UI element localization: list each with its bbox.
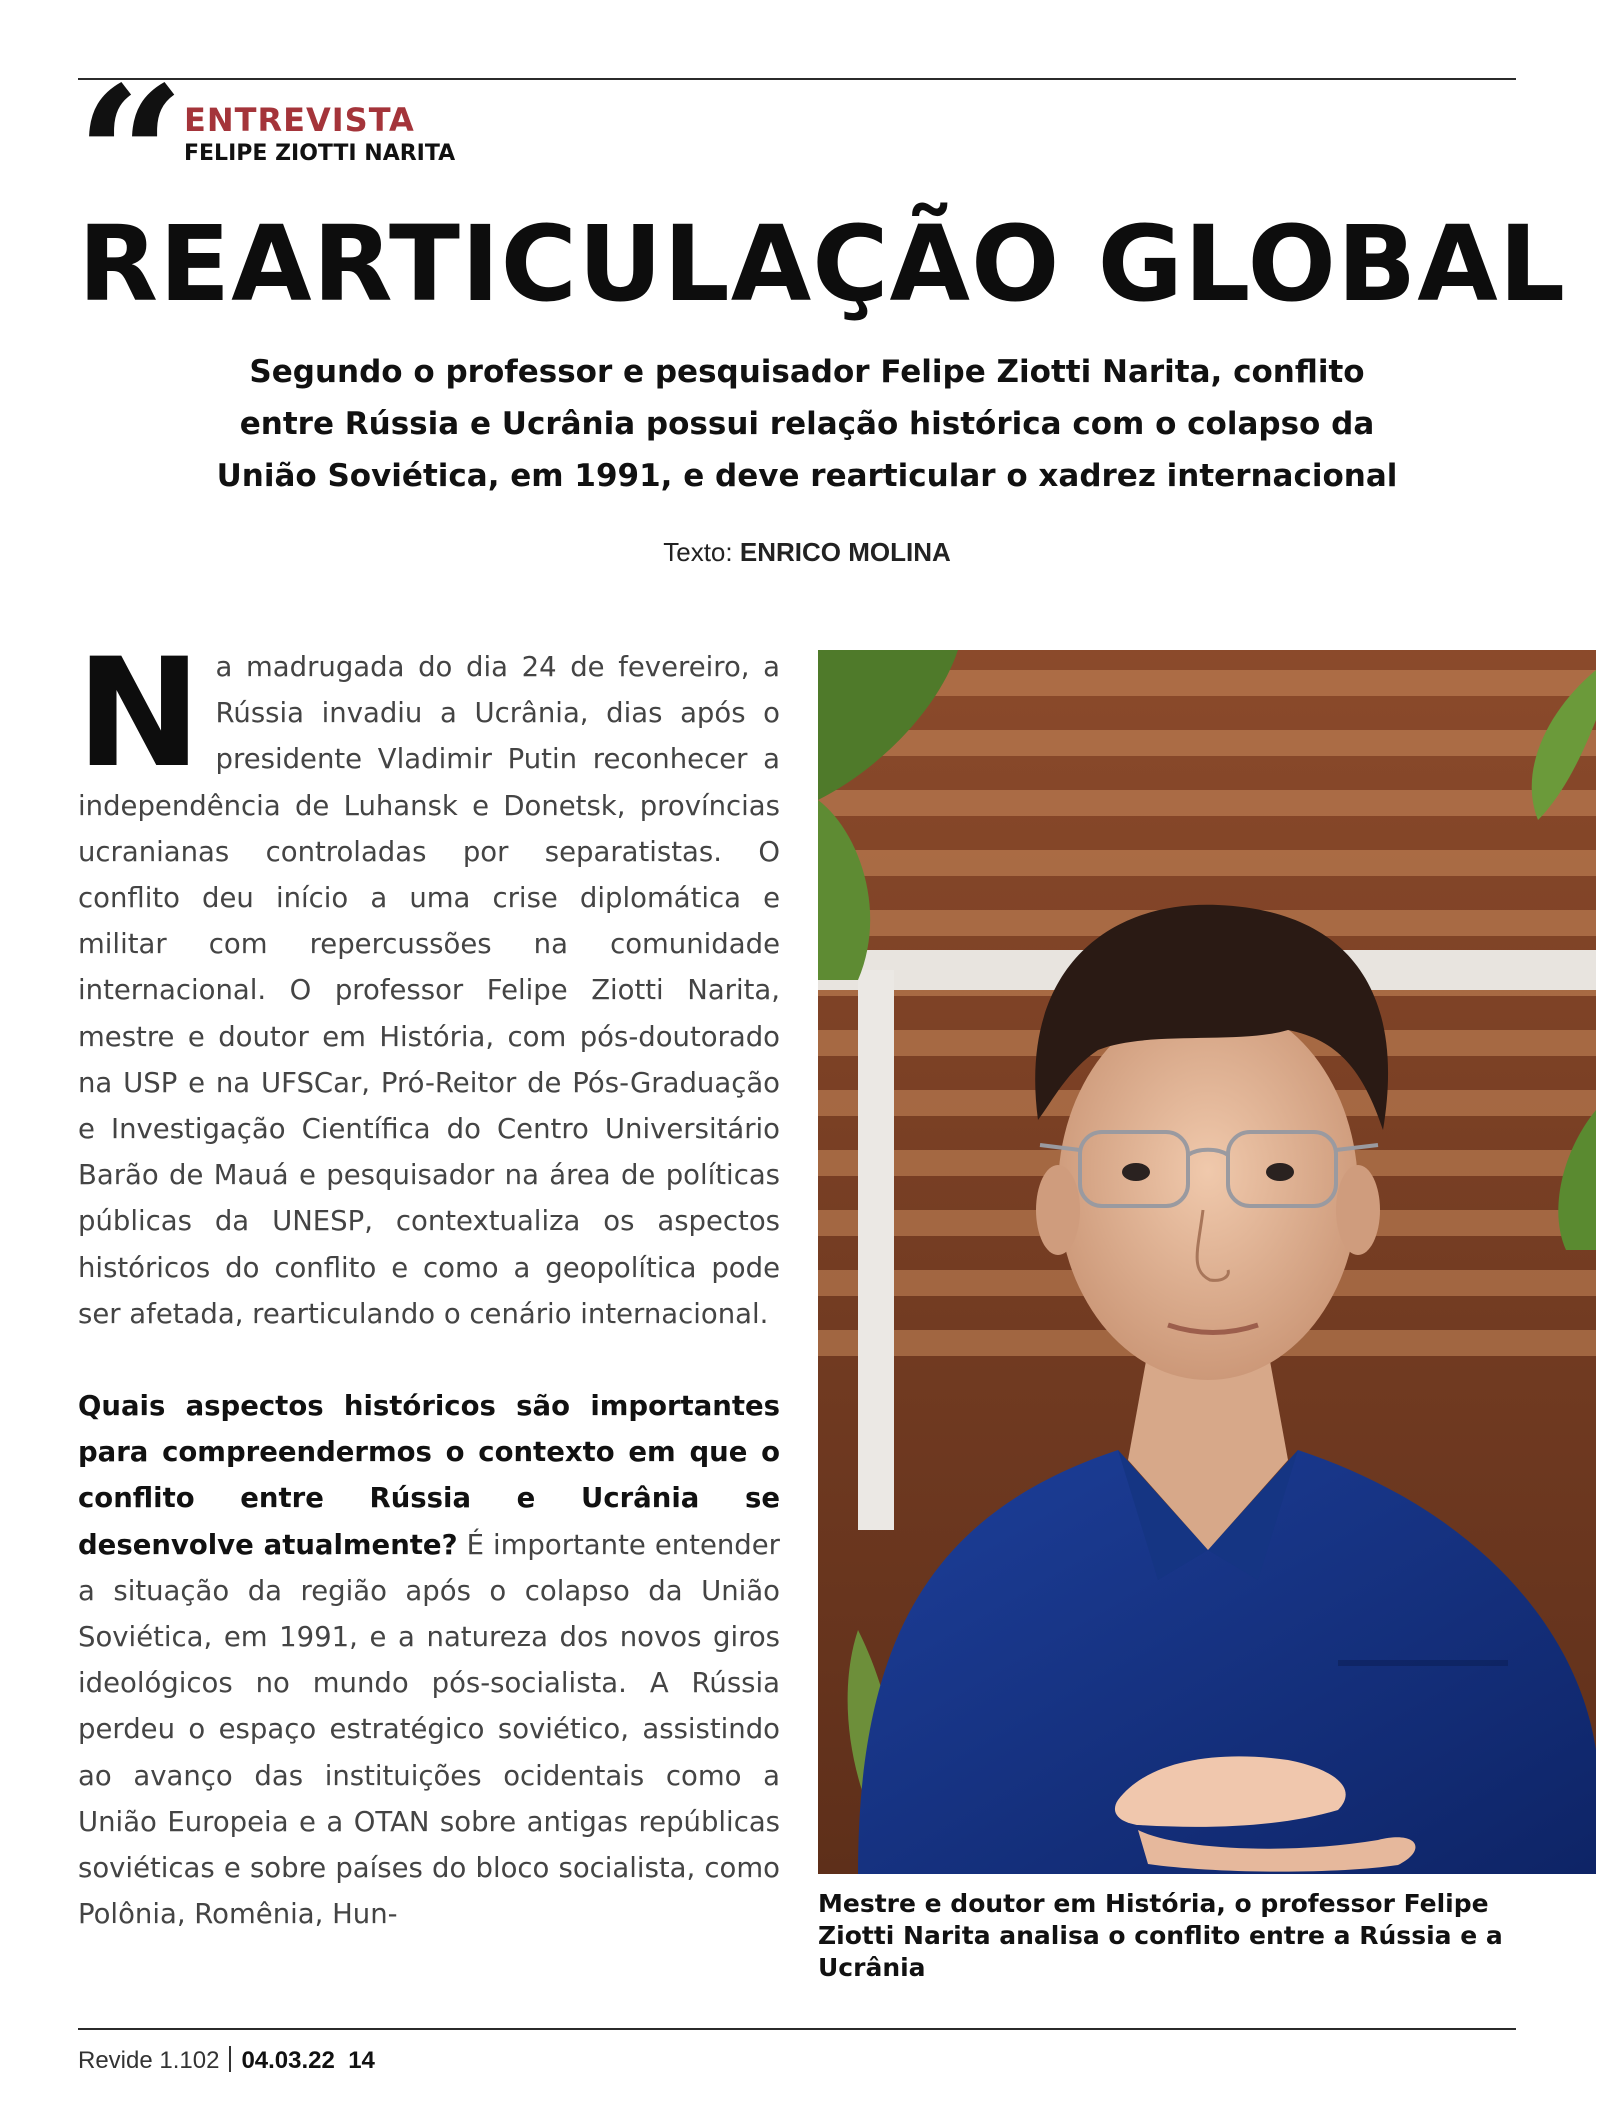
byline [400, 536, 1214, 568]
bottom-rule [78, 2028, 1516, 2030]
publication-name: Revide 1.102 [78, 2047, 220, 2074]
page-number: 14 [348, 2047, 375, 2074]
drop-cap: N [76, 627, 202, 801]
issue-date: 04.03.22 [241, 2047, 335, 2074]
quote-mark-icon: “ [76, 45, 186, 268]
intro-paragraph [76, 627, 780, 1337]
intro-text: a madrugada do dia 24 de fevereiro, a Rússia invadiu a Ucrânia, dias após o presidente Vladimir Putin reconhecer a independência de Luhansk e Donetsk, províncias ucranianas controladas por separatistas. O conflito deu início a uma crise diplomática e militar com repercussões na comunidade internacional. O professor Felipe Ziotti Narita, mestre e doutor em História, com pós-doutorado na USP e na UFSCar, Pró-Reitor de Pós-Graduação e Investigação Científica do Centro Universitário Barão de Mauá e pesquisador na área de políticas públicas da UNESP, contextualiza os aspectos históricos do conflito e como a geopolítica pode ser afetada, rearticulando o cenário internacional. [78, 651, 780, 1330]
portrait-photo [818, 650, 1596, 1874]
footer-divider [229, 2046, 231, 2072]
interview-subject: FELIPE ZIOTTI NARITA [184, 141, 456, 166]
byline-label: Texto: [663, 537, 733, 567]
qa-paragraph [78, 1383, 780, 1937]
deck: Segundo o professor e pesquisador Felipe Ziotti Narita, conflito entre Rússia e Ucrânia possui relação histórica com o colapso da União Soviética, em 1991, e deve rearticular o xadrez internacional [216, 354, 1398, 494]
interview-answer: É importante entender a situação da região após o colapso da União Soviética, em 1991, e a natureza dos novos giros ideológicos no mundo pós-socialista. A Rússia perdeu o espaço estratégico soviético, assistindo ao avanço das instituições ocidentais como a União Europeia e a OTAN sobre antigas repúblicas soviéticas e sobre países do bloco socialista, como Polônia, Romênia, Hun- [78, 1528, 780, 1931]
photo-caption: Mestre e doutor em História, o professor Felipe Ziotti Narita analisa o conflito entre a Rússia e a Ucrânia [818, 1889, 1503, 1982]
byline-author: ENRICO MOLINA [739, 537, 951, 567]
article-body [76, 627, 780, 1937]
top-rule [78, 78, 1516, 80]
page-footer [78, 2046, 375, 2076]
headline: REARTICULAÇÃO GLOBAL [78, 203, 1566, 325]
interview-question: Quais aspectos históricos são importantes para compreendermos o contexto em que o conflito entre Rússia e Ucrânia se desenvolve atualmente? [78, 1390, 780, 1561]
section-label: ENTREVISTA [184, 101, 415, 139]
